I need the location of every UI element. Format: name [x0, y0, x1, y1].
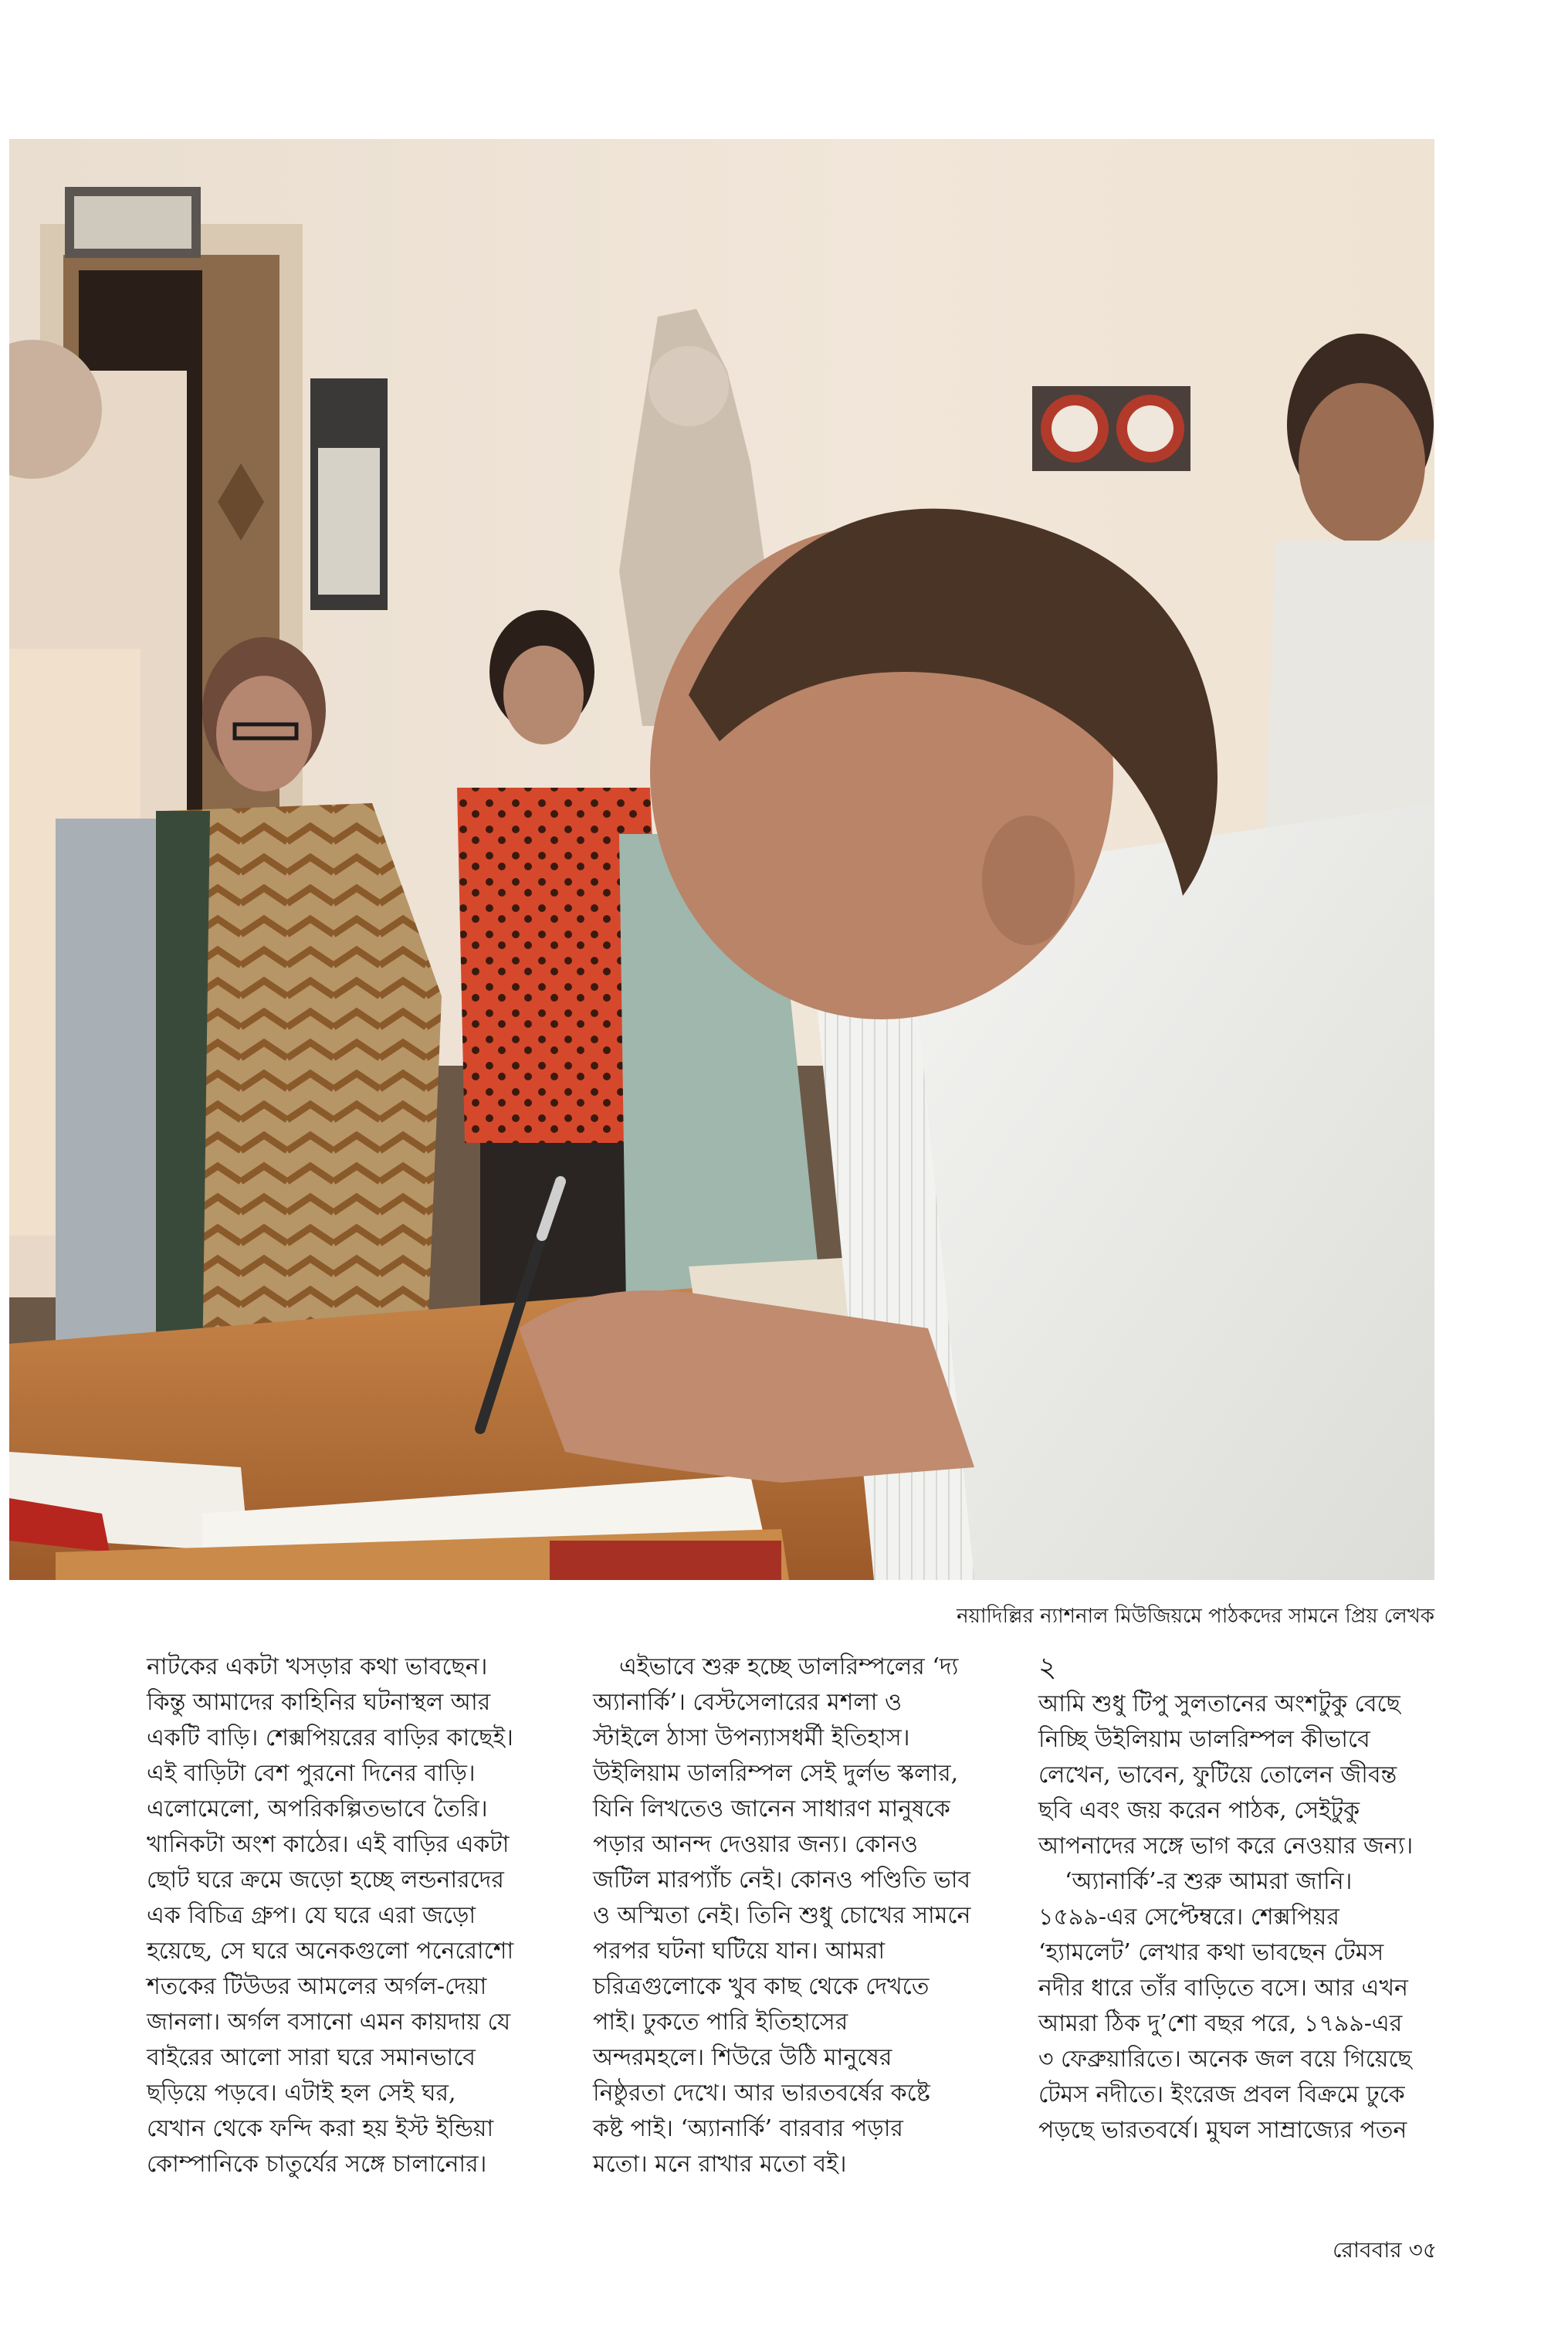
text-line: এলোমেলো, অপরিকল্পিতভাবে তৈরি। [147, 1795, 488, 1822]
text-line: খানিকটা অংশ কাঠের। এই বাড়ির একটা [147, 1831, 510, 1858]
section-number: ২ [1038, 1652, 1057, 1683]
text-line: এক বিচিত্র গ্রুপ। যে ঘরে এরা জড়ো [147, 1902, 476, 1929]
text-line: ‘হ্যামলেট’ লেখার কথা ভাবছেন টেমস [1038, 1939, 1384, 1966]
text-line: মতো। মনে রাখার মতো বই। [593, 2151, 847, 2178]
paragraph [1038, 1864, 1455, 2148]
text-line: উইলিয়াম ডালরিম্পল সেই দুর্লভ স্কলার, [593, 1760, 959, 1787]
text-line: চরিত্রগুলোকে খুব কাছ থেকে দেখতে [593, 1973, 930, 2000]
text-line: জটিল মারপ্যাঁচ নেই। কোনও পণ্ডিতি ভাব [593, 1867, 971, 1894]
photo-caption: নয়াদিল্লির ন্যাশনাল মিউজিয়মে পাঠকদের সামনে প্রিয় লেখক [957, 1605, 1434, 1628]
text-line: শতকের টিউডর আমলের অর্গল-দেয়া [147, 1973, 487, 2000]
text-line: স্টাইলে ঠাসা উপন্যাসধর্মী ইতিহাস। [593, 1724, 910, 1751]
text-column-3 [1038, 1650, 1455, 2148]
text-line: ছবি এবং জয় করেন পাঠক, সেইটুকু [1038, 1797, 1360, 1824]
text-line: যিনি লিখতেও জানেন সাধারণ মানুষকে [593, 1795, 950, 1822]
text-line: লেখেন, ভাবেন, ফুটিয়ে তোলেন জীবন্ত [1038, 1761, 1397, 1789]
text-line: নাটকের একটা খসড়ার কথা ভাবছেন। [147, 1653, 488, 1680]
text-line: কিন্তু আমাদের কাহিনির ঘটনাস্থল আর [147, 1689, 491, 1716]
text-line: আপনাদের সঙ্গে ভাগ করে নেওয়ার জন্য। [1038, 1833, 1414, 1860]
paragraph [147, 1650, 564, 2182]
paragraph [593, 1650, 1010, 2182]
text-line: এই বাড়িটা বেশ পুরনো দিনের বাড়ি। [147, 1760, 476, 1787]
text-line: টেমস নদীতে। ইংরেজ প্রবল বিক্রমে ঢুকে [1038, 2081, 1405, 2108]
text-line: হয়েছে, সে ঘরে অনেকগুলো পনেরোশো [147, 1938, 514, 1965]
text-line: পড়ছে ভারতবর্ষে। মুঘল সাম্রাজ্যের পতন [1038, 2117, 1407, 2144]
text-line: একটি বাড়ি। শেক্সপিয়রের বাড়ির কাছেই। [147, 1724, 513, 1751]
hero-photo [9, 139, 1434, 1580]
text-line: নিচ্ছি উইলিয়াম ডালরিম্পল কীভাবে [1038, 1726, 1370, 1753]
text-line: কোম্পানিকে চাতুর্যের সঙ্গে চালানোর। [147, 2151, 487, 2178]
text-line: পাই। ঢুকতে পারি ইতিহাসের [593, 2009, 848, 2036]
text-column-1 [147, 1650, 564, 2182]
text-line: আমরা ঠিক দু’শো বছর পরে, ১৭৯৯-এর [1038, 2010, 1403, 2037]
text-column-2 [593, 1650, 1010, 2182]
text-line: এইভাবে শুরু হচ্ছে ডালরিম্পলের ‘দ্য [619, 1653, 959, 1680]
text-line: যেখান থেকে ফন্দি করা হয় ইস্ট ইন্ডিয়া [147, 2115, 494, 2142]
text-line: ৩ ফেব্রুয়ারিতে। অনেক জল বয়ে গিয়েছে [1038, 2046, 1412, 2073]
text-line: ও অস্মিতা নেই। তিনি শুধু চোখের সামনে [593, 1902, 971, 1929]
text-line: আমি শুধু টিপু সুলতানের অংশটুকু বেছে [1038, 1690, 1400, 1717]
text-line: নদীর ধারে তাঁর বাড়িতে বসে। আর এখন [1038, 1975, 1408, 2002]
paragraph [1038, 1687, 1455, 1864]
photo-illustration [9, 139, 1434, 1580]
text-line: ১৫৯৯-এর সেপ্টেম্বরে। শেক্সপিয়র [1038, 1904, 1339, 1931]
text-line: বাইরের আলো সারা ঘরে সমানভাবে [147, 2044, 476, 2071]
text-line: অন্দরমহলে। শিউরে উঠি মানুষের [593, 2044, 892, 2071]
text-line: ছড়িয়ে পড়বে। এটাই হল সেই ঘর, [147, 2080, 456, 2107]
text-line: জানলা। অর্গল বসানো এমন কায়দায় যে [147, 2009, 511, 2036]
text-line: ছোট ঘরে ক্রমে জড়ো হচ্ছে লন্ডনারদের [147, 1867, 504, 1894]
page-folio: রোববার ৩৫ [1333, 2237, 1437, 2263]
text-line: অ্যানার্কি’। বেস্টসেলারের মশলা ও [593, 1689, 903, 1716]
text-line: পরপর ঘটনা ঘটিয়ে যান। আমরা [593, 1938, 886, 1965]
text-line: কষ্ট পাই। ‘অ্যানার্কি’ বারবার পড়ার [593, 2115, 903, 2142]
text-line: পড়ার আনন্দ দেওয়ার জন্য। কোনও [593, 1831, 919, 1858]
text-line: ‘অ্যানার্কি’-র শুরু আমরা জানি। [1065, 1868, 1353, 1895]
text-line: নিষ্ঠুরতা দেখে। আর ভারতবর্ষের কষ্টে [593, 2080, 930, 2107]
